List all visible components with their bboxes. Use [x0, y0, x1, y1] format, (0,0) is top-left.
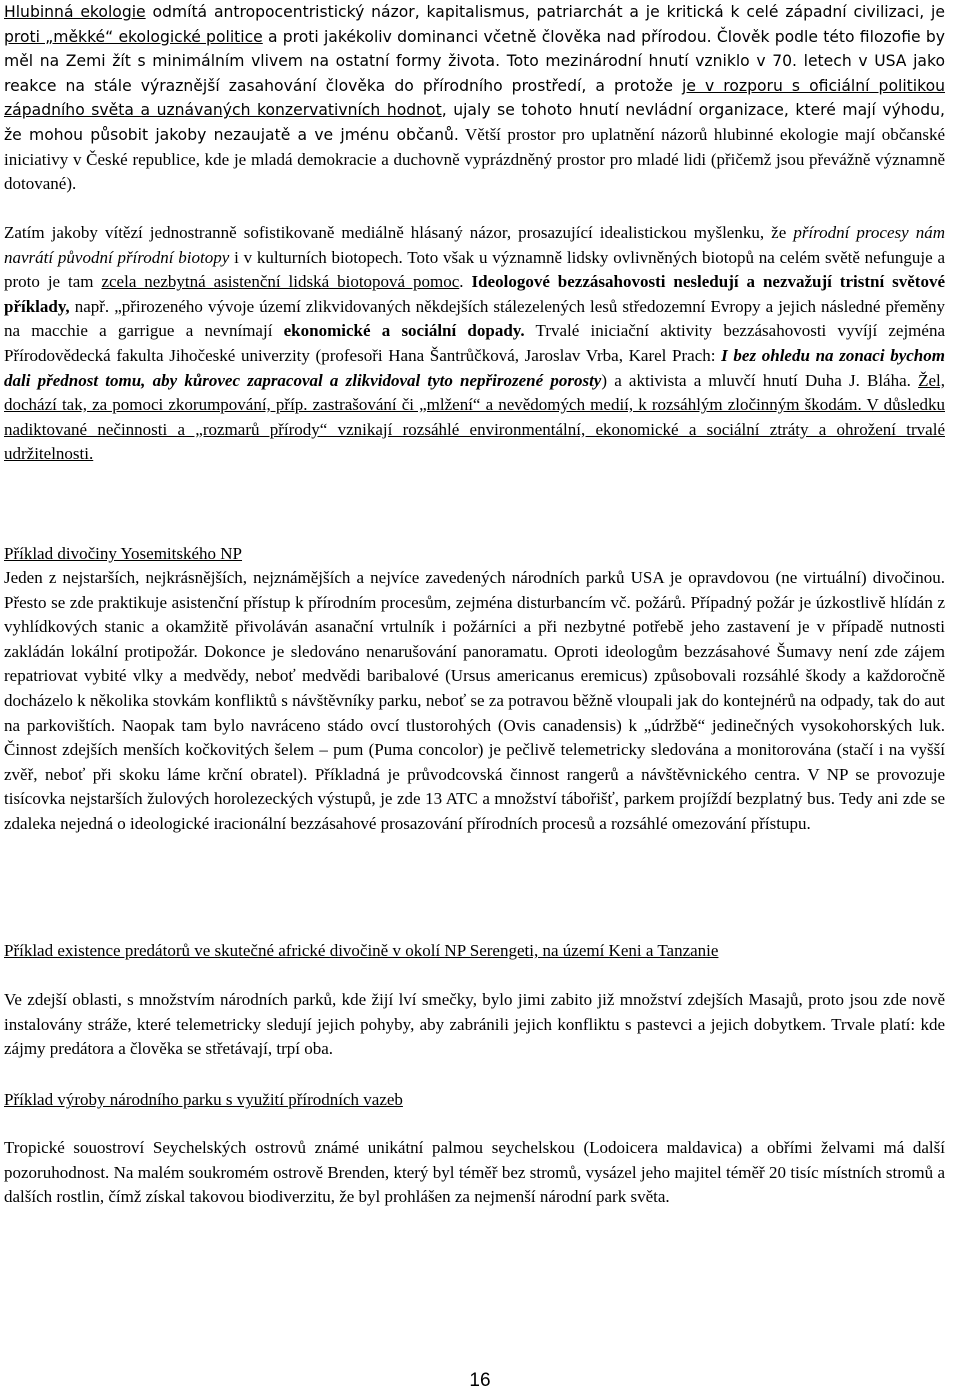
- page-number: 16: [469, 1370, 491, 1391]
- deep-ecology-link[interactable]: Hlubinná ekologie: [4, 3, 146, 21]
- italic-phrase: přírodní procesy nám navrátí původní přírodní biotopy: [4, 223, 945, 267]
- text-run: odmítá antropocentristický názor, kapitalismus, patriarchát a je kritická k celé západní civilizaci, je: [145, 3, 945, 21]
- text-run: , ujaly se tohoto hnutí nevládní organizace, které mají výhodu, že mohou působit jakoby nezaujatě a ve jménu občanů.: [4, 101, 945, 144]
- serengeti-paragraph: Ve zdejší oblasti, s množstvím národních parků, kde žijí lví smečky, bylo jimi zabito již množství zdejších Masajů, proto jsou zde nově instalovány stráže, které telemetricky sledují jejich pohyby, aby zabránili jejich konfliktu s pastevci a jejich dobytkem. Trvale platí: kde zájmy predátora a člověka se střetávají, trpí oba.: [4, 990, 945, 1059]
- bold-phrase: Ideologové bezzásahovosti nesledují a nezvažují tristní světové příklady,: [4, 272, 945, 316]
- yosemite-paragraph: Jeden z nejstarších, nejkrásnějších, nejznámějších a nejvíce zavedených národních parků USA je opravdovou (ne virtuální) divočinou. Přesto se zde praktikuje asistenční přístup k přírodním procesům, zejména disturbancím vč. požárů. Případný požár je úzkostlivě hlídán z vyhlídkových stanic a okamžitě přivoláván asanační vrtulník i požárníci a při nezbytné potřebě jeho zastavení je v případě nutnosti zakládán lokální protipožár. Dokonce je sledováno nenarušování panoramatu. Oproti ideologům bezzásahové Šumavy není zde zájem repatriovat vybité vlky a medvědy, neboť medvědi baribalové (Ursus americanus eremicus) způsobovali rozsáhlé škody a každoročně docházelo k několika stovkám konfliktů s návštěvníky parku, neboť se za potravou běžně vloupali jak do kontejnérů na odpady, tak do aut na parkovištích. Naopak tam bylo navráceno stádo ovcí tlustorohých (Ovis canadensis) k „údržbě“ jedinečných vysokohorských luk. Činnost zdejších menších kočkovitých šelem – pum (Puma concolor) je pečlivě telemetricky sledována a monitorována (stačí i na vyšší zvěř, neboť při skoku láme krční obratel). Příkladná je průvodcovská činnost rangerů a návštěvnického centra. V NP se provozuje tisícovka nejstarších žulových horolezeckých výstupů, je zde 13 ATC a množství tábořišť, parkem projíždí bezplatný bus. Tedy ani zde se zdaleka nejedná o ideologické iracionální bezzásahové prosazování přírodních procesů a rozsáhlé omezování přístupu.: [4, 568, 945, 833]
- bold-phrase: ekonomické a sociální dopady.: [283, 321, 525, 341]
- ideology-paragraph: [4, 221, 945, 467]
- text-run: i v kulturních biotopech. Toto však u významně lidsky ovlivněných biotopů na celém světě nefunguje a proto je tam: [4, 247, 945, 292]
- underlined-phrase: je v rozporu s oficiální politikou západního světa a uznávaných konzervativních hodnot: [4, 76, 945, 120]
- bold-italic-quote: I bez ohledu na zonaci bychom dali přednost tomu, aby kůrovec zapracoval a zlikvidoval tyto nepřirozené porosty: [4, 345, 945, 390]
- text-run: ) a aktivista a mluvčí hnutí Duha J. Bláha.: [601, 370, 919, 390]
- text-run: Trvalé iniciační aktivity bezzásahovosti vyvíjí zejména Přírodovědecká fakulta Jihočeské univerzity (profesoři Hana Šantrůčková, Jaroslav Vrba, Karel Prach:: [4, 321, 945, 365]
- text-run: a proti jakékoliv dominanci včetně člověka nad přírodou. Člověk podle této filozofie by měl na Zemi žít s minimálním vlivem na ostatní formy života. Toto mezinárodní hnutí vzniklo v 70. letech v USA jako reakce na stále výraznější zasahování člověka do přírodního prostředí, a protože: [4, 27, 945, 95]
- section-heading-serengeti: Příklad existence predátorů ve skutečné africké divočině v okolí NP Serengeti, na území Keni a Tanzanie: [4, 941, 719, 960]
- underlined-phrase: Žel, dochází tak, za pomoci zkorumpování, příp. zastrašování či „mlžení“ a nevědomých medií, k rozsáhlým zločinným škodám. V důsledku nadiktované nečinnosti a „rozmarů přírody“ vznikají rozsáhlé environmentální, ekonomické a sociální ztráty a ohrožení trvalé udržitelnosti.: [4, 370, 945, 464]
- section-heading-yosemite: Příklad divočiny Yosemitského NP: [4, 544, 243, 563]
- text-run: např. „přirozeného vývoje území zlikvidovaných někdejších stálezelených lesů středozemní Evropy a jejich následné přeměny na macchie a garrigue a nevnímají: [4, 296, 945, 341]
- text-run: Zatím jakoby vítězí jednostranně sofistikovaně mediálně hlásaný názor, prosazující idealistickou myšlenku, že: [4, 223, 794, 242]
- seychelles-paragraph: Tropické souostroví Seychelských ostrovů známé unikátní palmou seychelskou (Lodoicera maldavica) a obřími želvami má další pozoruhodnost. Na malém soukromém ostrově Brenden, který byl téměř bez stromů, vysázel jeho majitel téměř 20 tisíc místních stromů a dalších rostlin, čímž získal takovou biodiverzitu, že byl prohlášen za nejmenší národní park světa.: [4, 1138, 945, 1207]
- text-run: Větší prostor pro uplatnění názorů hlubinné ekologie mají občanské iniciativy v České republice, kde je mladá demokracie a duchovně vyprázdněný prostor pro mladé lidi (přičemž jsou převážně významně dotované).: [4, 124, 945, 194]
- section-heading-seychelles: Příklad výroby národního parku s využití přírodních vazeb: [4, 1090, 403, 1109]
- underlined-phrase: zcela nezbytná asistenční lidská biotopová pomoc: [101, 272, 460, 292]
- intro-paragraph: [4, 0, 945, 197]
- underlined-phrase: proti „měkké“ ekologické politice: [4, 27, 263, 46]
- text-run: .: [459, 272, 472, 292]
